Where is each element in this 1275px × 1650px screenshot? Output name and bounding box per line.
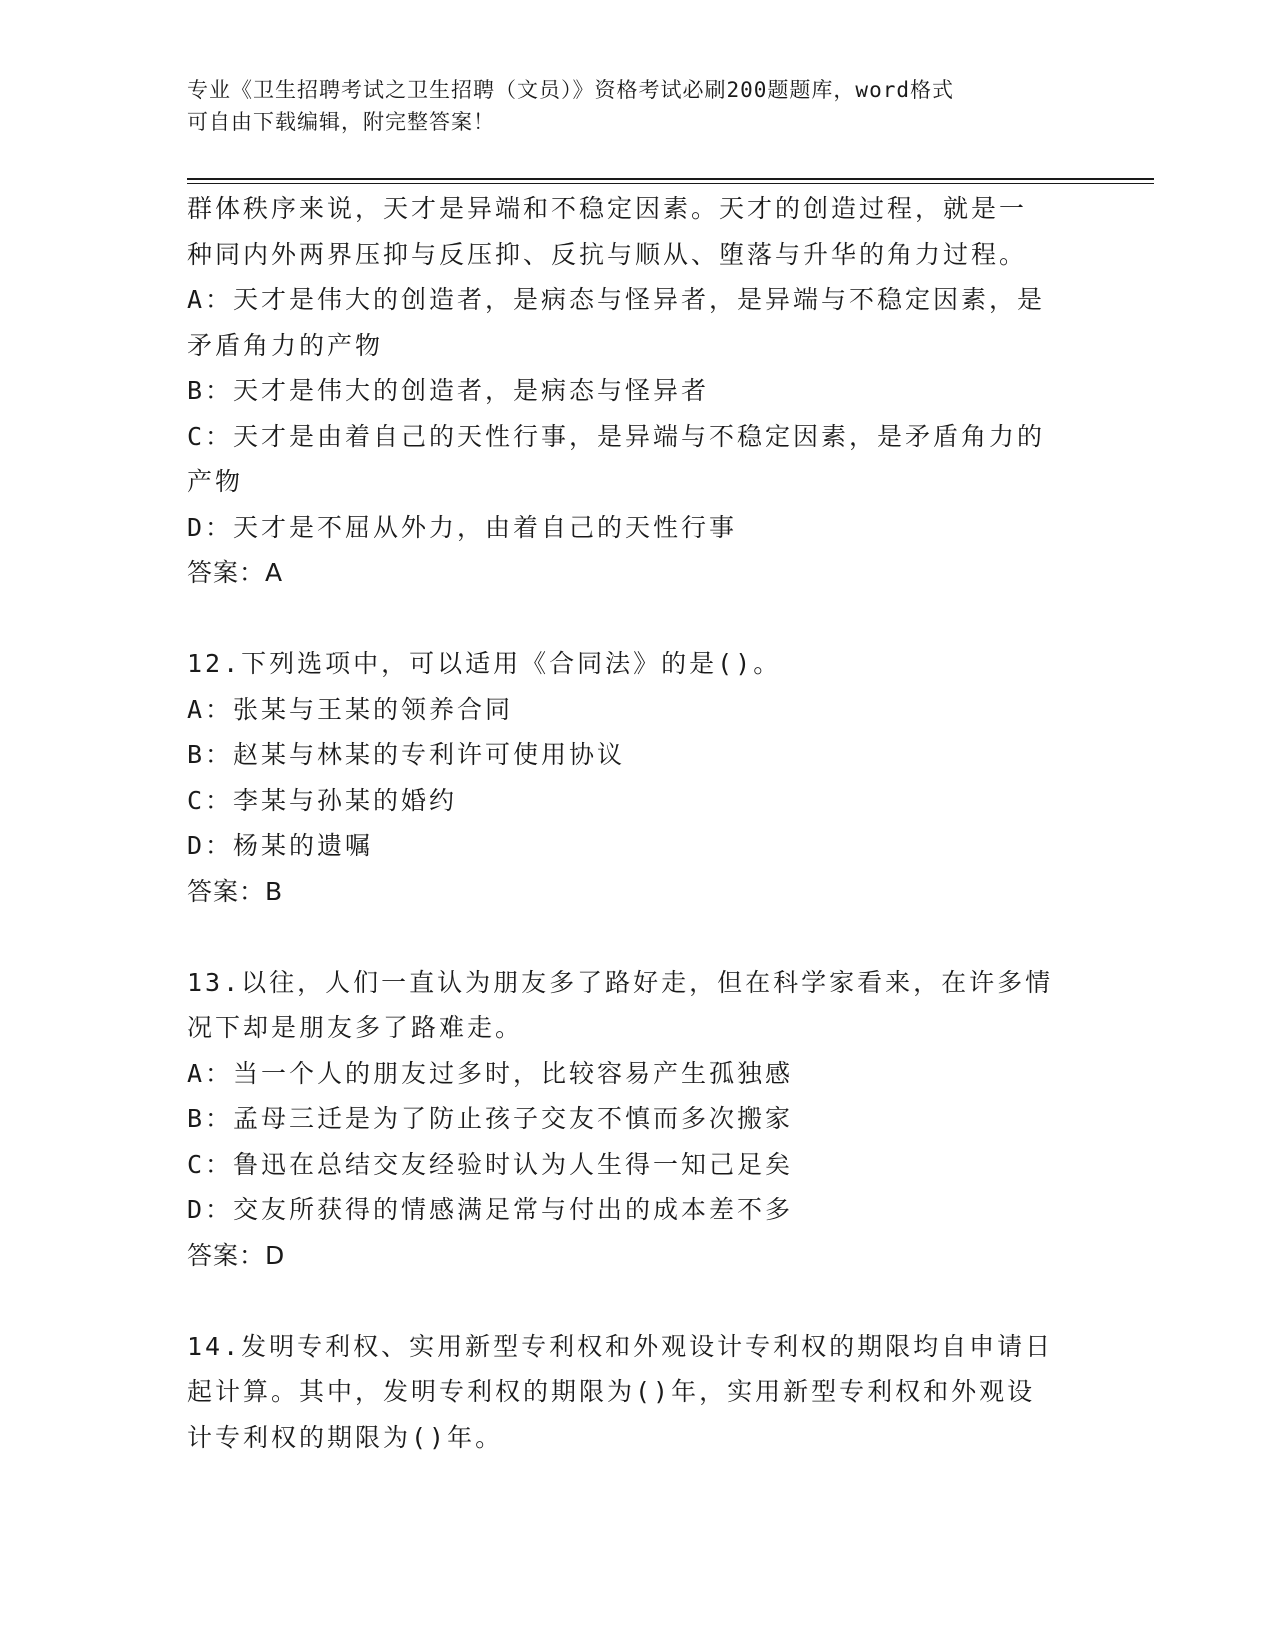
question-13-option-a: A：当一个人的朋友过多时，比较容易产生孤独感 [187,1058,794,1088]
header-line-2: 可自由下载编辑，附完整答案！ [187,110,495,134]
question-13-option-b: B：孟母三迁是为了防止孩子交友不慎而多次搬家 [187,1104,794,1133]
document-header [187,74,1087,138]
question-11 [187,186,1087,596]
question-12-answer: 答案：B [187,876,284,906]
header-divider-thin [187,183,1154,184]
question-11-answer: 答案：A [187,558,284,587]
question-11-option-c-wrap: 产物 [187,467,244,496]
spacer [187,914,1087,960]
question-11-option-c: C：天才是由着自己的天性行事，是异端与不稳定因素，是矛盾角力的 [187,421,1046,451]
question-11-option-a: A：天才是伟大的创造者，是病态与怪异者，是异端与不稳定因素，是 [187,285,1046,314]
question-11-option-d: D：天才是不屈从外力，由着自己的天性行事 [187,512,738,542]
header-divider [187,178,1154,180]
spacer [187,1278,1087,1324]
spacer [187,596,1087,642]
question-14-stem-2: 起计算。其中，发明专利权的期限为()年，实用新型专利权和外观设 [187,1377,1036,1406]
question-12 [187,641,1087,914]
question-14-stem-1: 14.发明专利权、实用新型专利权和外观设计专利权的期限均自申请日 [187,1331,1054,1361]
question-13-option-d: D：交友所获得的情感满足常与付出的成本差不多 [187,1195,794,1224]
question-13-option-c: C：鲁迅在总结交友经验时认为人生得一知己足矣 [187,1149,794,1179]
header-line-1: 专业《卫生招聘考试之卫生招聘（文员）》资格考试必刷200题题库，word格式 [187,78,954,102]
question-12-stem: 12.下列选项中，可以适用《合同法》的是()。 [187,649,782,678]
question-13-stem-1: 13.以往，人们一直认为朋友多了路好走，但在科学家看来，在许多情 [187,967,1054,997]
question-11-continuation-1: 群体秩序来说，天才是异端和不稳定因素。天才的创造过程，就是一 [187,194,1028,223]
question-12-option-b: B：赵某与林某的专利许可使用协议 [187,740,626,769]
question-13 [187,960,1087,1279]
question-14-stem-3: 计专利权的期限为()年。 [187,1422,504,1452]
question-14 [187,1324,1087,1461]
question-11-option-a-wrap: 矛盾角力的产物 [187,330,384,360]
document-body [187,186,1087,1460]
question-13-answer: 答案：D [187,1240,286,1270]
question-11-option-b: B：天才是伟大的创造者，是病态与怪异者 [187,376,710,405]
question-12-option-d: D：杨某的遗嘱 [187,831,374,860]
question-11-continuation-2: 种同内外两界压抑与反压抑、反抗与顺从、堕落与升华的角力过程。 [187,239,1028,269]
question-12-option-c: C：李某与孙某的婚约 [187,785,458,815]
question-12-option-a: A：张某与王某的领养合同 [187,694,514,724]
question-13-stem-2: 况下却是朋友多了路难走。 [187,1013,524,1042]
